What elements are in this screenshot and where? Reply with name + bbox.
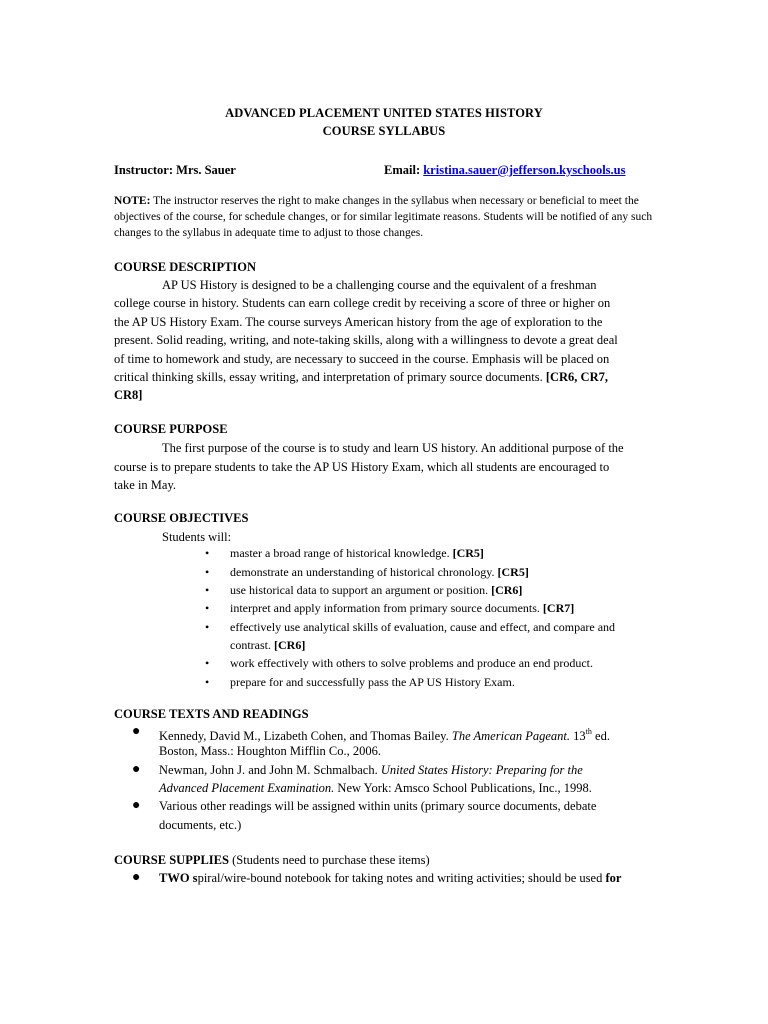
objective-text: master a broad range of historical knowledge.: [230, 546, 453, 560]
reading-superscript: th: [585, 727, 592, 736]
objective-cr-tag: [CR6]: [274, 638, 306, 652]
bullet-icon: ●: [132, 798, 141, 813]
email-line: [384, 161, 626, 179]
note-label: NOTE:: [114, 195, 151, 207]
course-texts-heading: COURSE TEXTS AND READINGS: [114, 707, 309, 721]
objective-text: contrast.: [230, 638, 274, 652]
reading-title: United States History: Preparing for the: [380, 763, 583, 777]
bullet-icon: •: [205, 656, 210, 670]
description-line: the AP US History Exam. The course surveys American history from the age of exploration to the: [114, 315, 603, 329]
objective-cr-tag: [CR5]: [497, 565, 529, 579]
bullet-icon: •: [205, 675, 210, 689]
description-line: of time to homework and study, are necessary to succeed in the course. Emphasis will be placed on: [114, 352, 610, 366]
course-description-heading: COURSE DESCRIPTION: [114, 260, 257, 274]
bullet-icon: •: [205, 546, 210, 560]
course-supplies-line: [114, 851, 430, 869]
bullet-icon: ●: [132, 870, 141, 885]
objective-cr-tag: [CR7]: [542, 601, 575, 615]
course-purpose-heading: COURSE PURPOSE: [114, 422, 228, 436]
description-cr-tag-cont: CR8]: [114, 388, 143, 402]
objective-text: prepare for and successfully pass the AP US History Exam.: [230, 675, 515, 689]
document-title-line-1: ADVANCED PLACEMENT UNITED STATES HISTORY: [225, 106, 543, 120]
description-line: present. Solid reading, writing, and note-taking skills, along with a willingness to devote a great deal: [114, 333, 618, 347]
objective-cr-tag: [CR6]: [491, 583, 523, 597]
objective-text: work effectively with others to solve problems and produce an end product.: [230, 656, 594, 670]
course-supplies-heading: COURSE SUPPLIES: [114, 853, 229, 867]
reading-text: Various other readings will be assigned within units (primary source documents, debate: [159, 799, 597, 813]
bullet-icon: •: [205, 565, 210, 579]
supply-quantity: TWO s: [159, 871, 198, 885]
objectives-intro: Students will:: [162, 530, 232, 544]
supply-text-bold: for: [605, 871, 622, 885]
objective-text: use historical data to support an argument or position.: [230, 583, 492, 597]
objective-text: effectively use analytical skills of evaluation, cause and effect, and compare and: [230, 620, 616, 634]
bullet-icon: ●: [132, 724, 141, 739]
bullet-icon: •: [205, 601, 210, 615]
reading-title: Advanced Placement Examination.: [159, 781, 335, 795]
reading-text: 13: [570, 729, 586, 743]
description-cr-tag: [CR6, CR7,: [545, 370, 608, 384]
supply-text: piral/wire-bound notebook for taking notes and writing activities; should be used: [197, 871, 606, 885]
reading-text: Boston, Mass.: Houghton Mifflin Co., 2006.: [159, 744, 382, 758]
note-paragraph: [114, 194, 654, 241]
description-line: critical thinking skills, essay writing, and interpretation of primary source documents.: [114, 370, 543, 384]
reading-text: Kennedy, David M., Lizabeth Cohen, and Thomas Bailey.: [159, 729, 452, 743]
reading-text: documents, etc.): [159, 818, 242, 832]
bullet-icon: ●: [132, 762, 141, 777]
course-objectives-heading: COURSE OBJECTIVES: [114, 511, 249, 525]
reading-text: Newman, John J. and John M. Schmalbach.: [159, 763, 381, 777]
objective-cr-tag: [CR5]: [452, 546, 484, 560]
reading-text: New York: Amsco School Publications, Inc., 1998.: [334, 781, 592, 795]
email-link[interactable]: kristina.sauer@jefferson.kyschools.us: [423, 163, 626, 177]
objective-text: demonstrate an understanding of historical chronology.: [230, 565, 498, 579]
description-line: AP US History is designed to be a challenging course and the equivalent of a freshman: [162, 278, 597, 292]
bullet-icon: •: [205, 620, 210, 634]
description-line: college course in history. Students can earn college credit by receiving a score of three or higher on: [114, 296, 611, 310]
description-line-last: [114, 368, 608, 386]
email-label: Email:: [384, 163, 421, 177]
purpose-line: take in May.: [114, 478, 177, 492]
reading-text: ed.: [591, 729, 610, 743]
objective-text: interpret and apply information from primary source documents.: [230, 601, 543, 615]
bullet-icon: •: [205, 583, 210, 597]
reading-title: The American Pageant.: [451, 729, 571, 743]
instructor-label: Instructor: Mrs. Sauer: [114, 163, 236, 177]
course-supplies-subtitle: (Students need to purchase these items): [228, 853, 430, 867]
purpose-line: course is to prepare students to take the AP US History Exam, which all students are encouraged to: [114, 460, 610, 474]
note-text: The instructor reserves the right to make changes in the syllabus when necessary or beneficial to meet the objectives of the course, for schedule changes, or for similar legitimate reasons. Students will be notified of any such changes to the syllabus in adequate time to adjust to those changes.: [114, 195, 653, 239]
purpose-line: The first purpose of the course is to study and learn US history. An additional purpose of the: [162, 441, 624, 455]
document-title-line-2: COURSE SYLLABUS: [322, 124, 446, 138]
